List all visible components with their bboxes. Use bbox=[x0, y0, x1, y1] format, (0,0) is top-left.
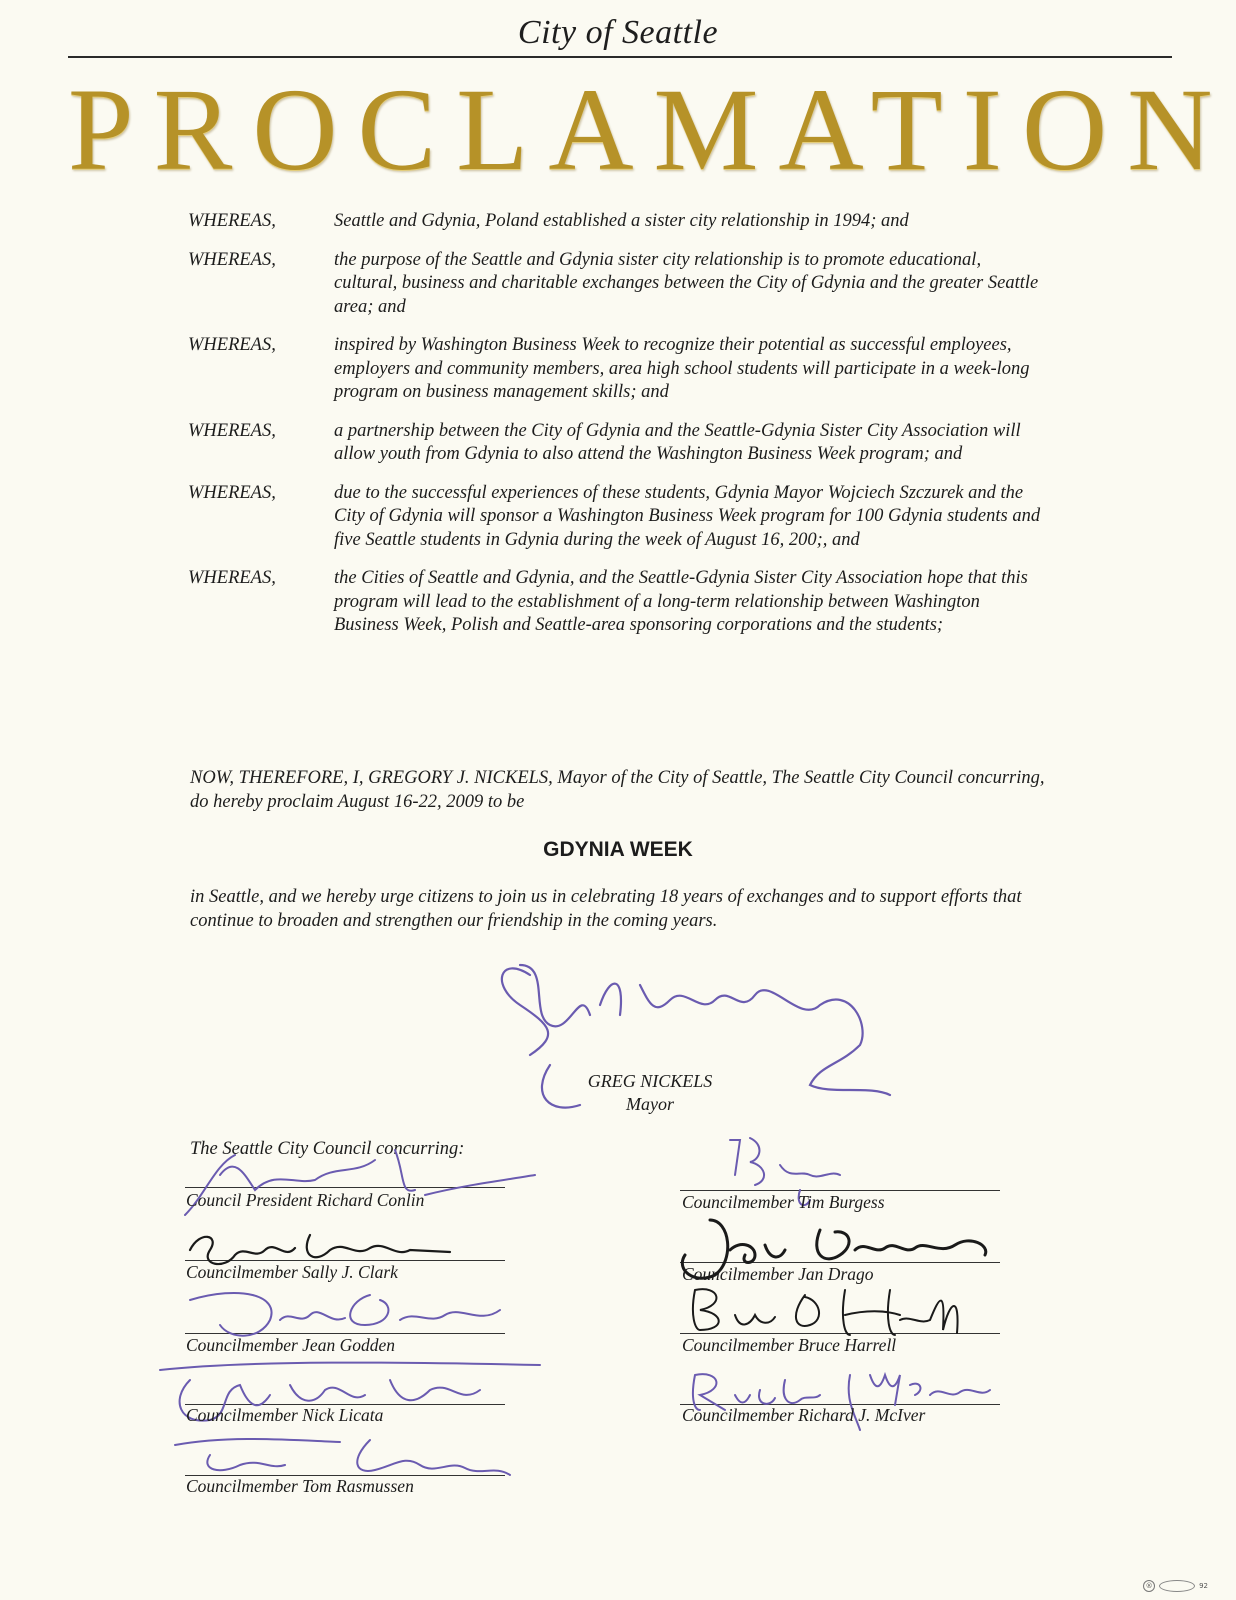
clause bbox=[188, 249, 1048, 320]
now-therefore-paragraph: NOW, THEREFORE, I, GREGORY J. NICKELS, Mayor of the City of Seattle, The Seattle City Council concurring, do hereby proclaim August 16-22, 2009 to be bbox=[190, 768, 1045, 812]
council-member: Councilmember Richard J. McIver bbox=[682, 1405, 926, 1425]
clause bbox=[188, 334, 1048, 405]
mayor-name: GREG NICKELS bbox=[587, 1071, 713, 1091]
clause bbox=[188, 210, 1048, 234]
registered-icon: ® bbox=[1143, 1580, 1155, 1592]
closing-paragraph: in Seattle, and we hereby urge citizens to join us in celebrating 18 years of exchanges and to support efforts that continue to broaden and strengthen our friendship in the coming years. bbox=[190, 887, 1022, 931]
council-member: Councilmember Jan Drago bbox=[682, 1264, 874, 1284]
mayor-block bbox=[500, 1070, 800, 1116]
clause-keyword: WHEREAS, bbox=[188, 420, 276, 441]
clause bbox=[188, 482, 1048, 553]
proclamation-title: PROCLAMATION bbox=[68, 64, 1233, 195]
header-rule bbox=[68, 56, 1172, 58]
city-heading: City of Seattle bbox=[517, 14, 719, 51]
printer-mark-number: 92 bbox=[1199, 1582, 1208, 1590]
proclaimed-week: GDYNIA WEEK bbox=[543, 838, 693, 861]
council-member: Councilmember Tom Rasmussen bbox=[186, 1476, 414, 1496]
council-member: Councilmember Nick Licata bbox=[186, 1405, 384, 1425]
clause-keyword: WHEREAS, bbox=[188, 249, 276, 270]
clause-list bbox=[188, 210, 1048, 653]
clause-keyword: WHEREAS, bbox=[188, 482, 276, 503]
clause bbox=[188, 420, 1048, 467]
clause bbox=[188, 567, 1048, 638]
clause-text: a partnership between the City of Gdynia and the Seattle-Gdynia Sister City Association will allow youth from Gdynia to also attend the Washington Business Week program; and bbox=[334, 420, 1021, 464]
seal-icon bbox=[1159, 1580, 1195, 1592]
clause-keyword: WHEREAS, bbox=[188, 568, 276, 588]
council-member: Councilmember Bruce Harrell bbox=[682, 1335, 897, 1355]
clause-text: Seattle and Gdynia, Poland established a sister city relationship in 1994; and bbox=[334, 211, 909, 231]
council-member: Councilmember Jean Godden bbox=[186, 1335, 395, 1355]
council-member: Council President Richard Conlin bbox=[186, 1190, 425, 1210]
clause-text: inspired by Washington Business Week to recognize their potential as successful employees, employers and community members, area high school students will participate in a week-long program on business management skills; and bbox=[334, 335, 1030, 402]
council-member: Councilmember Sally J. Clark bbox=[186, 1262, 398, 1282]
mayor-title: Mayor bbox=[626, 1094, 674, 1114]
clause-keyword: WHEREAS, bbox=[188, 335, 276, 355]
conlin-signature bbox=[175, 1135, 545, 1225]
clause-text: the Cities of Seattle and Gdynia, and the Seattle-Gdynia Sister City Association hope that this program will lead to the establishment of a long-term relationship between Washington Business Week, Polish and Seattle-area sponsoring corporations and the students; bbox=[334, 568, 1028, 635]
printer-mark bbox=[1143, 1580, 1208, 1592]
council-member: Councilmember Tim Burgess bbox=[682, 1192, 885, 1212]
clause-text: the purpose of the Seattle and Gdynia sister city relationship is to promote educational, cultural, business and charitable exchanges between the City of Gdynia and the greater Seattle area; and bbox=[334, 249, 1039, 317]
clause-text: due to the successful experiences of these students, Gdynia Mayor Wojciech Szczurek and the City of Gdynia will sponsor a Washington Business Week program for 100 Gdynia students and five Seattle students in Gdynia during the week of August 16, 200;, and bbox=[334, 482, 1041, 550]
council-concurring-label: The Seattle City Council concurring: bbox=[190, 1139, 465, 1159]
clause-keyword: WHEREAS, bbox=[188, 211, 276, 231]
